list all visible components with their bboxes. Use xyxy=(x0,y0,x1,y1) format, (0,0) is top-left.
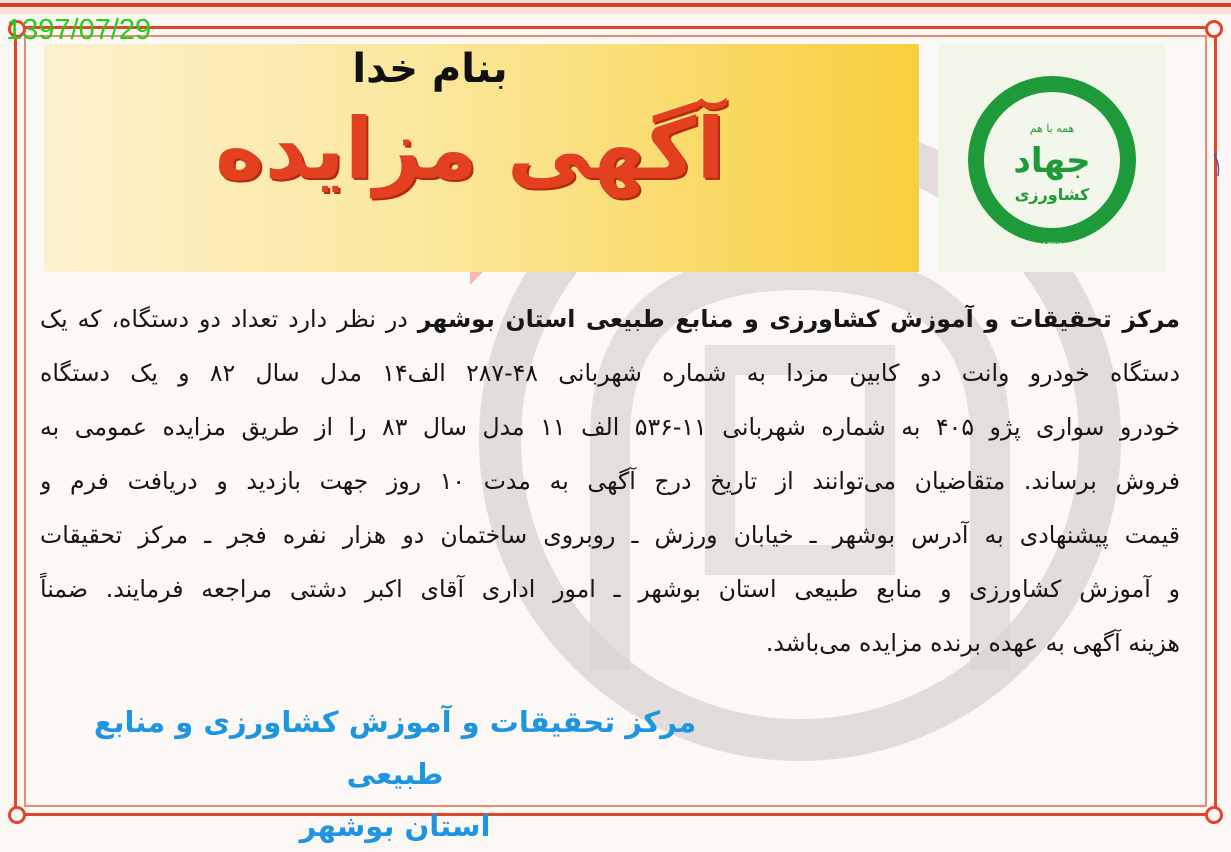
footer-org-line-1: مرکز تحقیقات و آموزش کشاورزی و منابع طبیعی xyxy=(93,705,697,791)
body-org-name: مرکز تحقیقات و آموزش کشاورزی و منابع طبیعی استان بوشهر xyxy=(417,305,1180,333)
svg-text:کشاورزی: کشاورزی xyxy=(1014,185,1090,204)
logo-box xyxy=(938,44,1166,272)
body-line-7: هزینه آگهی به عهده برنده مزایده می‌باشد. xyxy=(765,629,1180,657)
frame-corner-ornament xyxy=(1205,20,1223,38)
body-line-1-rest: در نظر دارد تعداد دو دستگاه، که یک xyxy=(40,305,418,333)
svg-text:جهاد: جهاد xyxy=(1013,141,1091,181)
body-line-2: دستگاه خودرو وانت دو کابین مزدا به شماره شهربانی ۴۸-۲۸۷ الف۱۴ مدل سال ۸۲ و یک دستگاه xyxy=(40,359,1180,387)
body-line-3: خودرو سواری پژو ۴۰۵ به شماره شهربانی ۱۱-۵۳۶ الف ۱۱ مدل سال ۸۳ را از طریق مزایده عمومی به xyxy=(40,413,1180,441)
body-line-6: و آموزش کشاورزی و منابع طبیعی استان بوشهر ـ امور اداری آقای اکبر دشتی مراجعه فرمایند. ضمناً xyxy=(40,575,1180,603)
body-line-5: قیمت پیشنهادی به آدرس بوشهر ـ خیابان ورزش ـ روبروی ساختمان دو هزار نفره فجر ـ مرکز تحقیقات xyxy=(40,521,1180,549)
jahad-keshavarzi-logo xyxy=(938,44,1166,272)
announcement-body xyxy=(40,292,1180,670)
svg-text:۱۳۹۷: ۱۳۹۷ xyxy=(1042,241,1062,251)
body-line-1 xyxy=(40,292,1180,346)
top-rule xyxy=(0,3,1231,7)
footer-org-line-2: استان بوشهر xyxy=(299,809,491,843)
svg-text:همه با هم: همه با هم xyxy=(1029,122,1075,135)
body-line-4: فروش برساند. متقاضیان می‌توانند از تاریخ درج آگهی به مدت ۱۰ روز جهت بازدید و دریافت فرم و xyxy=(40,467,1180,495)
page-title: آگهی مزایده xyxy=(214,100,726,198)
besmellah: بنام خدا xyxy=(352,46,508,92)
frame-corner-ornament xyxy=(1205,806,1223,824)
date-stamp: 1397/07/29 xyxy=(6,14,152,46)
frame-corner-ornament xyxy=(8,806,26,824)
footer-organization xyxy=(60,696,730,852)
side-pen-mark xyxy=(1210,150,1230,180)
